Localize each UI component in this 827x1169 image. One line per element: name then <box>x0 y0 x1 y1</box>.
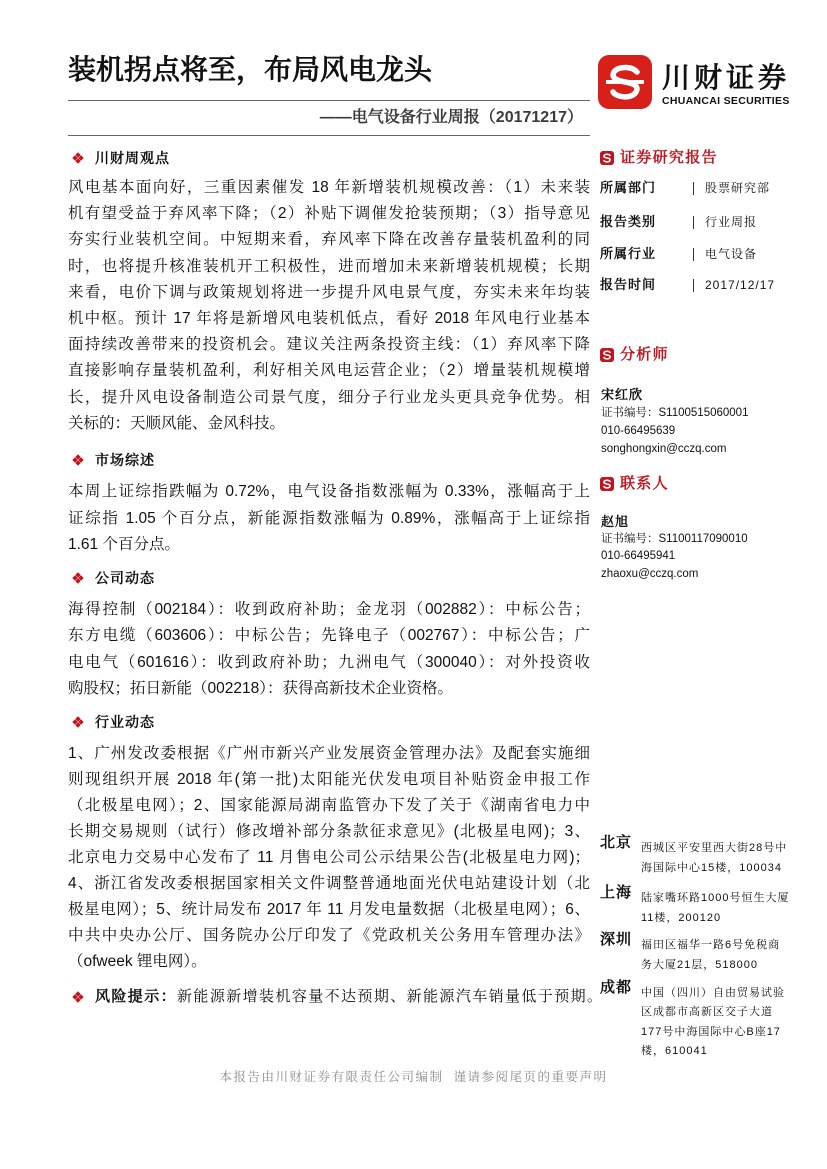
info-label: 所属行业 <box>600 246 657 261</box>
market-paragraph <box>68 479 590 559</box>
office-city: 成都 <box>600 979 633 996</box>
risk-warning <box>72 986 603 1008</box>
address-line: 中国（四川）自由贸易试验 <box>641 987 785 999</box>
contact-cert: 证书编号：S1100117090010 <box>601 532 748 545</box>
company-paragraph <box>68 597 590 702</box>
diamond-bullet-icon <box>72 152 84 164</box>
paragraph-line: 4、浙江省发改委根据国家相关文件调整普通地面光伏电站建设计划（北 <box>68 875 590 892</box>
address-line: 陆家嘴环路1000号恒生大厦 <box>641 892 790 904</box>
paragraph-line: 极星电网）；5、统计局发布 2017 年 11 月发电量数据（北极星电网）；6、 <box>68 901 590 918</box>
section-heading-market <box>72 449 155 471</box>
paragraph-line: 电电气（601616）：收到政府补助；九洲电气（300040）：对外投资收 <box>68 653 590 671</box>
risk-text: 新能源新增装机容量不达预期、新能源汽车销量低于预期。 <box>177 988 604 1005</box>
paragraph-line: 海得控制（002184）：收到政府补助；金龙羽（002882）：中标公告； <box>68 601 590 618</box>
analyst-card <box>601 386 801 458</box>
office-city: 上海 <box>600 884 633 901</box>
chuancai-mark-icon <box>600 477 614 491</box>
section-heading-text: 川财周观点 <box>95 150 170 166</box>
section-heading-text: 行业动态 <box>95 714 155 730</box>
info-label: 报告时间 <box>600 277 657 292</box>
info-value: 电气设备 <box>705 247 758 261</box>
section-heading-industry <box>72 711 155 733</box>
section-heading-weekly-view <box>72 147 170 169</box>
paragraph-line: 长期交易规则（试行）修改增补部分条款征求意见》(北极星电网)；3、 <box>68 823 590 840</box>
section-heading-text: 公司动态 <box>95 570 155 586</box>
info-divider <box>693 182 694 195</box>
address-line: 177号中海国际中心B座17 <box>641 1025 781 1038</box>
office-address <box>641 838 787 878</box>
report-info-row <box>600 212 795 232</box>
office-city: 深圳 <box>600 931 633 948</box>
paragraph-line: 则现组织开展 2018 年(第一批)太阳能光伏发电项目补贴资金申报工作 <box>68 771 590 788</box>
sidebar-heading-analyst <box>600 344 669 366</box>
industry-paragraph <box>68 741 590 975</box>
contact-phone: 010-66495941 <box>601 550 676 563</box>
office-address <box>641 935 780 975</box>
paragraph-line: 时，也将提升核准装机开工积极性，进而增加未来新增装机规模；长期 <box>68 257 590 275</box>
section-heading-company <box>72 567 155 589</box>
footer-disclaimer: 本报告由川财证券有限责任公司编制 谨请参阅尾页的重要声明 <box>219 1070 608 1084</box>
info-value: 股票研究部 <box>705 181 771 195</box>
report-title: 装机拐点将至，布局风电龙头 <box>68 54 433 85</box>
info-value: 2017/12/17 <box>705 278 776 292</box>
chuancai-mark-icon <box>600 348 614 362</box>
section-heading-text: 市场综述 <box>95 452 155 468</box>
chuancai-mark-icon <box>600 151 614 165</box>
address-line: 区成都市高新区交子大道 <box>641 1006 773 1019</box>
diamond-bullet-icon <box>72 572 84 584</box>
address-line: 务大厦21层，518000 <box>641 959 758 971</box>
contact-email: zhaoxu@cczq.com <box>601 568 699 581</box>
paragraph-line: 购股权；拓日新能（002218）：获得高新技术企业资格。 <box>68 679 453 697</box>
diamond-bullet-icon <box>72 716 84 728</box>
risk-label: 风险提示： <box>95 988 178 1005</box>
paragraph-line: （ofweek 锂电网）。 <box>68 953 207 970</box>
address-line: 楼，610041 <box>641 1044 708 1057</box>
report-info-row <box>600 244 795 264</box>
paragraph-line: 机中枢。预计 17 年将是新增风电装机低点，看好 2018 年风电行业基本 <box>68 310 590 328</box>
office-address <box>641 889 789 928</box>
chuancai-logo-icon <box>598 55 652 109</box>
paragraph-line: 中共中央办公厅、国务院办公厅印发了《党政机关公务用车管理办法》 <box>68 927 590 944</box>
logo-name-en: CHUANCAI SECURITIES <box>662 95 790 107</box>
report-info-row <box>600 275 795 295</box>
diamond-bullet-icon <box>72 454 84 466</box>
paragraph-line: 东方电缆（603606）：中标公告；先锋电子（002767）：中标公告；广 <box>68 627 590 645</box>
paragraph-line: 本周上证综指跌幅为 0.72%，电气设备指数涨幅为 0.33%，涨幅高于上 <box>68 483 590 500</box>
report-info-row <box>600 178 795 198</box>
paragraph-line: 来看，电价下调与政策规划将进一步提升风电景气度，夯实未来年均装 <box>68 283 590 301</box>
sidebar-heading-contact <box>600 473 669 495</box>
sidebar-heading-report <box>600 147 718 169</box>
paragraph-line: 直接影响存量装机盈利，利好相关风电运营企业；（2）增量装机规模增 <box>68 362 590 380</box>
paragraph-line: 1、广州发改委根据《广州市新兴产业发展资金管理办法》及配套实施细 <box>68 745 590 762</box>
address-line: 西城区平安里西大街28号中 <box>641 842 788 854</box>
diamond-bullet-icon <box>72 991 84 1003</box>
subtitle-divider <box>68 135 590 136</box>
analyst-phone: 010-66495639 <box>601 425 676 437</box>
paragraph-line: （北极星电网）；2、国家能源局湖南监管办下发了关于《湖南省电力中 <box>68 797 590 814</box>
report-subtitle: ——电气设备行业周报（20171217） <box>319 109 583 126</box>
paragraph-line: 长，提升风电设备制造公司景气度，细分子行业龙头更具竞争优势。相 <box>68 388 590 406</box>
sidebar-heading-text: 联系人 <box>620 475 669 492</box>
title-divider <box>68 100 590 101</box>
paragraph-line: 关标的：天顺风能、金风科技。 <box>68 414 286 432</box>
sidebar-heading-text: 分析师 <box>620 346 669 363</box>
analyst-cert: 证书编号：S1100515060001 <box>601 407 749 419</box>
info-value: 行业周报 <box>705 215 758 229</box>
paragraph-line: 1.61 个百分点。 <box>68 536 180 553</box>
info-divider <box>693 216 694 229</box>
paragraph-line: 夯实行业装机空间。中短期来看，弃风率下降在改善存量装机盈利的同 <box>68 231 590 249</box>
info-divider <box>693 248 694 261</box>
paragraph-line: 面持续改善带来的投资机会。建议关注两条投资主线：（1）弃风率下降 <box>68 336 590 354</box>
info-label: 所属部门 <box>600 180 657 195</box>
paragraph-line: 证综指 1.05 个百分点，新能源指数涨幅为 0.89%，涨幅高于上证综指 <box>68 509 590 527</box>
info-divider <box>693 279 694 292</box>
paragraph-line: 北京电力交易中心发布了 11 月售电公司公示结果公告(北极星电力网)； <box>68 849 590 866</box>
paragraph-line: 风电基本面向好，三重因素催发 18 年新增装机规模改善：（1）未来装 <box>68 179 590 196</box>
contact-name: 赵旭 <box>601 514 630 529</box>
contact-card <box>601 513 801 584</box>
info-label: 报告类别 <box>600 214 657 229</box>
analyst-name: 宋红欣 <box>601 387 644 402</box>
address-line: 11楼，200120 <box>641 911 722 924</box>
analyst-email: songhongxin@cczq.com <box>601 443 727 455</box>
address-line: 海国际中心15楼，100034 <box>641 862 782 874</box>
office-city: 北京 <box>600 834 633 851</box>
office-address <box>641 984 785 1061</box>
paragraph-line: 机有望受益于弃风率下降；（2）补贴下调催发抢装预期；（3）指导意见 <box>68 205 590 223</box>
logo-name-cn: 川财证券 <box>662 62 791 93</box>
weekly-view-paragraph <box>68 175 590 437</box>
sidebar-heading-text: 证券研究报告 <box>620 149 718 166</box>
address-line: 福田区福华一路6号免税商 <box>641 939 781 951</box>
